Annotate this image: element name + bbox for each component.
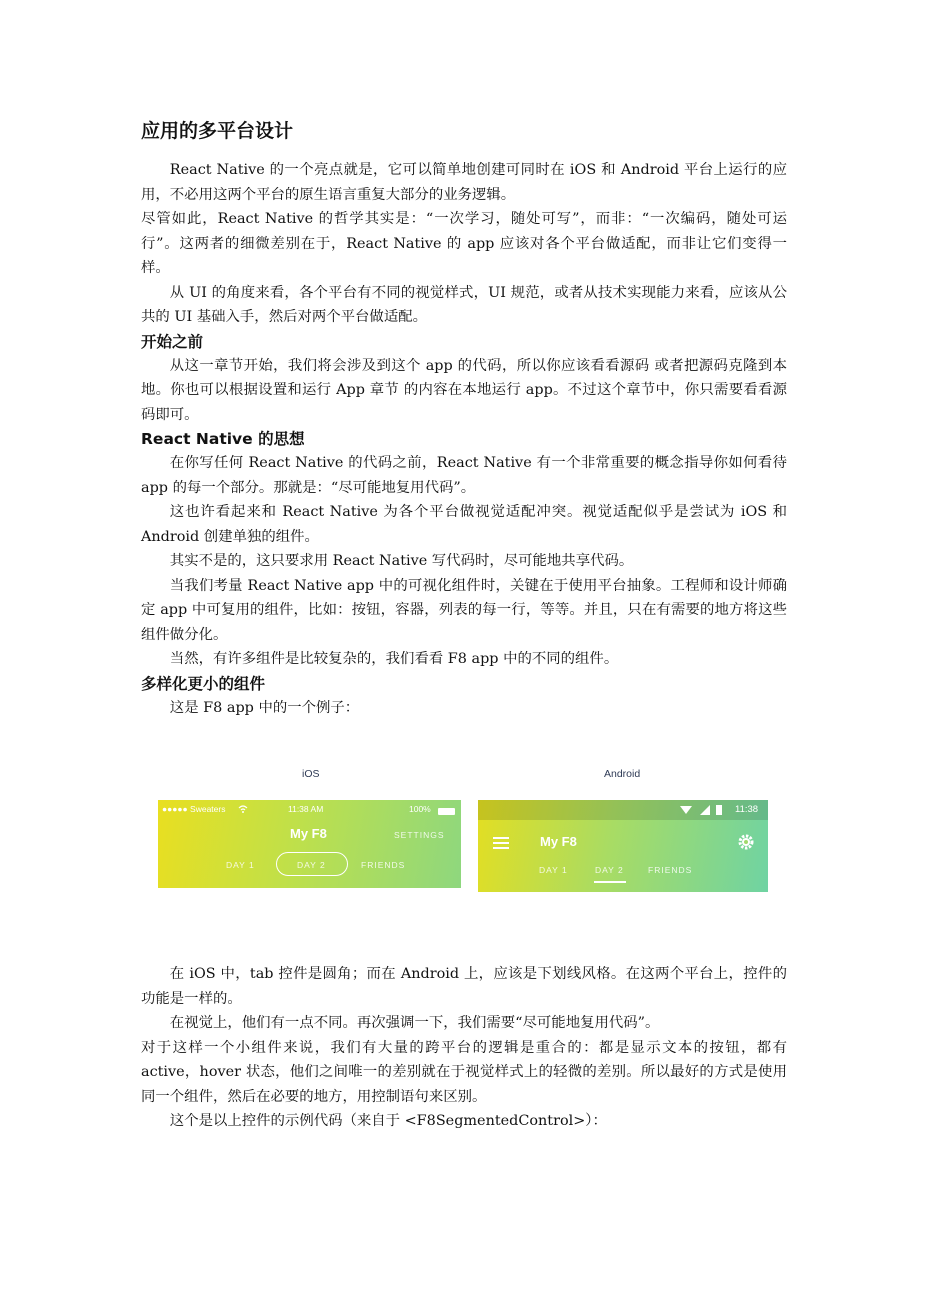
intro-paragraph-3: 从 UI 的角度来看，各个平台有不同的视觉样式，UI 规范，或者从技术实现能力来看，应该从公共的 UI 基础入手，然后对两个平台做适配。 [141,284,787,325]
platform-comparison-figure [158,768,770,898]
ios-tab-day1[interactable]: DAY 1 [226,860,255,870]
ios-tab-friends[interactable]: FRIENDS [361,860,406,870]
section2-paragraph-3: 其实不是的，这只要求用 React Native 写代码时，尽可能地共享代码。 [169,553,634,569]
section2-paragraph-5: 当然，有许多组件是比较复杂的，我们看看 F8 app 中的不同的组件。 [169,651,619,667]
section3-lead: 这是 F8 app 中的一个例子： [169,699,360,716]
section1-paragraph: 从这一章节开始，我们将会涉及到这个 app 的代码，所以你应该看看源码 或者把源码克隆到本地。你也可以根据设置和运行 App 章节 的内容在本地运行 app。不过这个章节中，你只需要看看源码即可。 [141,357,787,423]
android-title: My F8 [540,834,577,849]
ios-carrier: ●●●●● Sweaters [162,804,226,814]
android-tab-day1[interactable]: DAY 1 [539,865,568,875]
intro-paragraph-1: React Native 的一个亮点就是，它可以简单地创建可同时在 iOS 和 Android 平台上运行的应用，不必用这两个平台的原生语言重复大部分的业务逻辑。 [141,162,787,203]
after-paragraph-3: 对于这样一个小组件来说，我们有大量的跨平台的逻辑是重合的：都是显示文本的按钮，都有 active，hover 状态，他们之间唯一的差别就在于视觉样式上的轻微的差别。所以最好的方式是使用同一个组件，然后在必要的地方，用控制语句来区别。 [141,1039,787,1105]
hamburger-menu-icon[interactable] [493,837,509,849]
after-paragraph-2: 在视觉上，他们有一点不同。再次强调一下，我们需要“尽可能地复用代码”。 [169,1015,660,1031]
document-body [141,118,787,720]
section-heading-before-start: 开始之前 [141,332,204,351]
android-label: Android [604,768,641,780]
ios-segmented-control-screenshot [158,800,461,888]
ios-label: iOS [302,768,320,780]
page-title: 应用的多平台设计 [141,120,294,142]
android-tab-friends[interactable]: FRIENDS [648,865,693,875]
android-tab-day2[interactable]: DAY 2 [595,865,624,875]
after-paragraph-4: 这个是以上控件的示例代码（来自于 <F8SegmentedControl>）： [169,1113,607,1129]
gear-icon[interactable] [737,833,755,851]
battery-icon [716,804,722,815]
intro-paragraph-2: 尽管如此，React Native 的哲学其实是：“一次学习，随处可写”，而非：“一次编码，随处可运行”。这两者的细微差别在于，React Native 的 app 应该对各个平台做适配，而非让它们变得一样。 [141,211,787,276]
android-time: 11:38 [735,804,759,815]
section2-paragraph-4: 当我们考量 React Native app 中的可视化组件时，关键在于使用平台抽象。工程师和设计师确定 app 中可复用的组件，比如：按钮，容器，列表的每一行，等等。并且，只在有需要的地方将这些组件做分化。 [141,577,787,643]
ios-settings-button[interactable]: SETTINGS [394,830,445,840]
battery-icon [438,808,455,815]
ios-battery-text: 100% [409,804,431,814]
section2-paragraph-2: 这也许看起来和 React Native 为各个平台做视觉适配冲突。视觉适配似乎是尝试为 iOS 和 Android 创建单独的组件。 [141,504,787,545]
wifi-icon [238,805,248,813]
android-status-bar [478,800,768,820]
after-paragraph-1: 在 iOS 中，tab 控件是圆角；而在 Android 上，应该是下划线风格。在这两个平台上，控件的功能是一样的。 [141,966,787,1007]
signal-icon [700,805,710,815]
android-segmented-control-screenshot [478,800,768,892]
ios-tab-day2[interactable]: DAY 2 [297,860,326,870]
section-heading-diverse-components: 多样化更小的组件 [141,674,266,693]
section-heading-react-native-idea: React Native 的思想 [141,430,305,448]
ios-time: 11:38 AM [288,804,324,814]
ios-title: My F8 [290,826,327,841]
wifi-icon [680,805,692,815]
android-active-tab-underline [594,881,626,883]
section2-paragraph-1: 在你写任何 React Native 的代码之前，React Native 有一个非常重要的概念指导你如何看待 app 的每一个部分。那就是：“尽可能地复用代码”。 [141,455,787,496]
document-body-continued [141,962,787,1134]
